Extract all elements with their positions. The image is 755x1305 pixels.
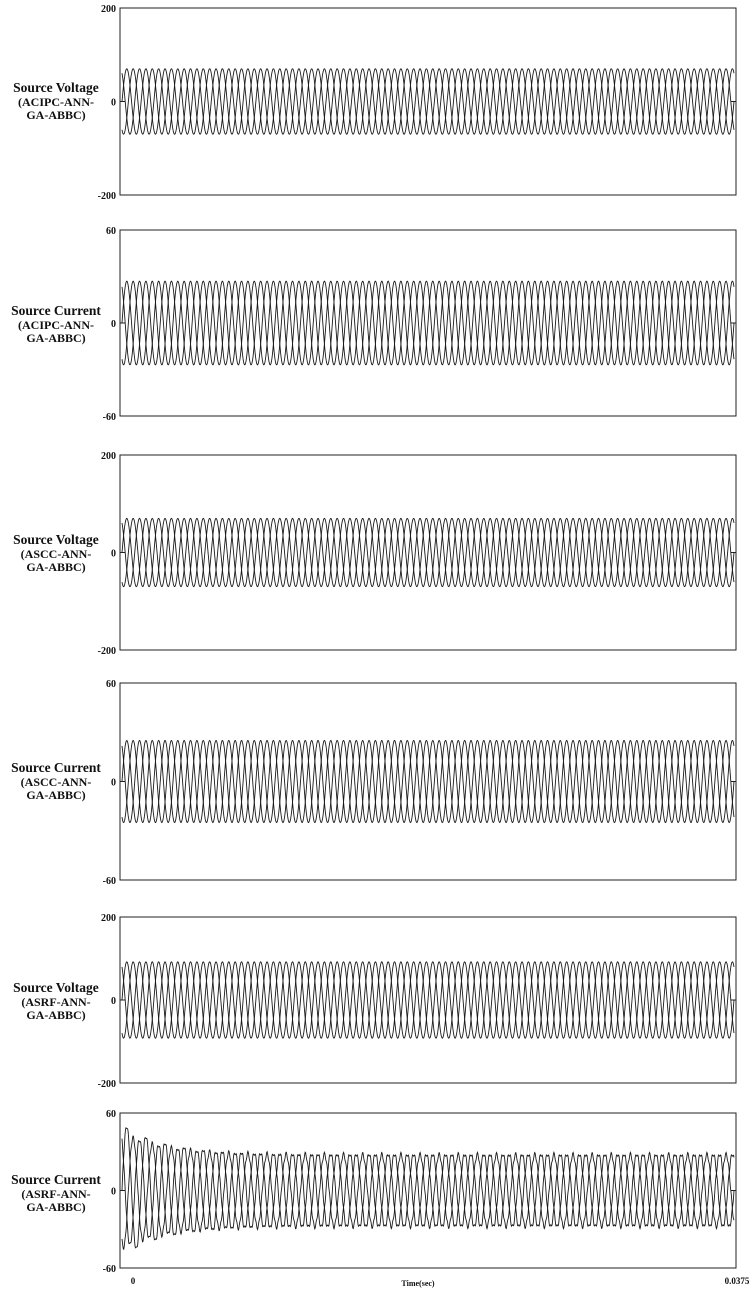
row-label-sub: (ACIPC-ANN- xyxy=(18,94,94,109)
row-label-main: Source Current xyxy=(11,1172,101,1187)
y-tick-label: 0 xyxy=(111,548,116,560)
y-tick-label: -200 xyxy=(97,191,116,202)
y-tick-label: 0 xyxy=(111,97,116,109)
row-label-sub: GA-ABBC) xyxy=(26,1200,86,1215)
x-tick-start: 0 xyxy=(130,1276,136,1286)
row-label-sub: (ASCC-ANN- xyxy=(20,546,92,561)
row-label-sub: GA-ABBC) xyxy=(26,1008,86,1023)
row-label-sub: GA-ABBC) xyxy=(26,788,86,803)
row-label-sub: GA-ABBC) xyxy=(26,108,86,123)
row-label xyxy=(0,760,112,803)
row-label xyxy=(0,980,112,1023)
panel-6 xyxy=(103,1109,736,1275)
panel-5 xyxy=(98,913,736,1090)
panel-2 xyxy=(103,226,736,423)
y-tick-label: 60 xyxy=(106,1109,116,1120)
y-tick-label: 60 xyxy=(106,226,116,237)
y-tick-label: 200 xyxy=(101,451,116,462)
panel-4 xyxy=(103,679,736,887)
row-label xyxy=(0,532,112,575)
y-tick-label: 60 xyxy=(106,679,116,690)
row-label-sub: GA-ABBC) xyxy=(26,331,86,346)
x-axis-label: Time(sec) xyxy=(401,1279,435,1288)
row-label-sub: GA-ABBC) xyxy=(26,560,86,575)
y-tick-label: -60 xyxy=(102,412,116,423)
row-label-sub: (ACIPC-ANN- xyxy=(18,317,94,332)
panel-3 xyxy=(98,451,736,657)
y-tick-label: 200 xyxy=(101,4,116,15)
y-tick-label: 0 xyxy=(111,1186,116,1198)
row-label xyxy=(0,303,112,346)
row-label xyxy=(0,1172,112,1215)
panel-1 xyxy=(98,4,736,202)
y-tick-label: 0 xyxy=(111,319,116,330)
row-label-main: Source Current xyxy=(11,303,101,318)
y-tick-label: 200 xyxy=(101,913,116,924)
row-label-sub: (ASRF-ANN- xyxy=(21,994,91,1009)
row-label-main: Source Current xyxy=(11,760,101,775)
row-label-main: Source Voltage xyxy=(13,80,99,95)
y-tick-label: 0 xyxy=(111,996,116,1007)
row-label-sub: (ASCC-ANN- xyxy=(20,774,92,789)
y-tick-label: -60 xyxy=(102,1264,116,1275)
row-label xyxy=(0,80,112,123)
y-tick-label: 0 xyxy=(111,777,116,789)
y-tick-label: -60 xyxy=(102,876,116,887)
row-label-sub: (ASRF-ANN- xyxy=(21,1186,91,1201)
row-label-main: Source Voltage xyxy=(13,980,99,995)
y-tick-label: -200 xyxy=(97,646,116,657)
row-label-main: Source Voltage xyxy=(13,532,99,547)
x-tick-end: 0.0375 xyxy=(724,1276,750,1286)
y-tick-label: -200 xyxy=(97,1079,116,1090)
